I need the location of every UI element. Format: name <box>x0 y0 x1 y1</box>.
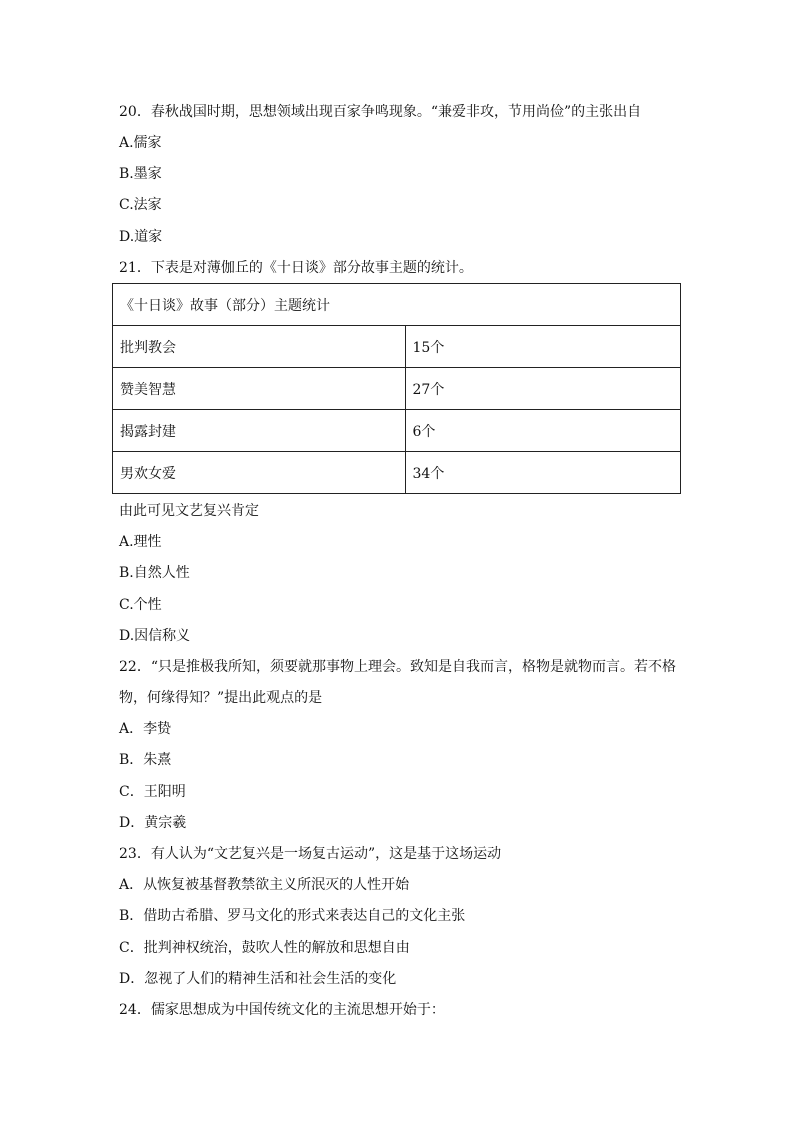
question-21-option-d: D.因信称义 <box>119 628 191 644</box>
table-title: 《十日谈》故事（部分）主题统计 <box>113 284 681 326</box>
table-cell-theme: 赞美智慧 <box>113 368 406 410</box>
question-21-option-a: A.理性 <box>119 534 162 550</box>
table-title-row <box>113 284 681 326</box>
question-20-option-b: B.墨家 <box>119 166 162 182</box>
question-21-followup: 由此可见文艺复兴肯定 <box>119 503 259 519</box>
table-cell-count: 15个 <box>405 326 681 368</box>
question-23-option-b: B．借助古希腊、罗马文化的形式来表达自己的文化主张 <box>119 908 466 924</box>
question-21-option-b: B.自然人性 <box>119 565 190 581</box>
question-23-option-c: C．批判神权统治，鼓吹人性的解放和思想自由 <box>119 940 410 956</box>
question-23-option-a: A．从恢复被基督教禁欲主义所泯灭的人性开始 <box>119 877 410 893</box>
table-cell-count: 34个 <box>405 452 681 494</box>
question-22-option-d: D．黄宗羲 <box>119 815 187 831</box>
question-24-stem: 24．儒家思想成为中国传统文化的主流思想开始于： <box>119 1002 445 1018</box>
table-row <box>113 410 681 452</box>
table-cell-count: 27个 <box>405 368 681 410</box>
question-22-stem-line1: 22．“只是推极我所知，须要就那事物上理会。致知是自我而言，格物是就物而言。若不格 <box>119 659 676 675</box>
decameron-theme-table <box>112 283 681 494</box>
question-22-option-b: B．朱熹 <box>119 752 172 768</box>
question-22-option-a: A．李贽 <box>119 721 172 737</box>
question-22-stem-line2: 物，何缘得知？”提出此观点的是 <box>119 690 323 706</box>
table-row <box>113 368 681 410</box>
question-22-option-c: C．王阳明 <box>119 784 186 800</box>
question-21-option-c: C.个性 <box>119 597 162 613</box>
question-23-stem: 23．有人认为“文艺复兴是一场复古运动”，这是基于这场运动 <box>119 846 502 862</box>
question-23-option-d: D．忽视了人们的精神生活和社会生活的变化 <box>119 971 397 987</box>
question-20-option-d: D.道家 <box>119 229 163 245</box>
question-21-stem: 21．下表是对薄伽丘的《十日谈》部分故事主题的统计。 <box>119 260 473 276</box>
table-cell-count: 6个 <box>405 410 681 452</box>
question-20-stem: 20．春秋战国时期，思想领域出现百家争鸣现象。“兼爱非攻，节用尚俭”的主张出自 <box>119 104 642 120</box>
question-20-option-c: C.法家 <box>119 197 162 213</box>
table-cell-theme: 批判教会 <box>113 326 406 368</box>
table-row <box>113 452 681 494</box>
table-cell-theme: 男欢女爱 <box>113 452 406 494</box>
table-cell-theme: 揭露封建 <box>113 410 406 452</box>
question-20-option-a: A.儒家 <box>119 135 162 151</box>
table-row <box>113 326 681 368</box>
